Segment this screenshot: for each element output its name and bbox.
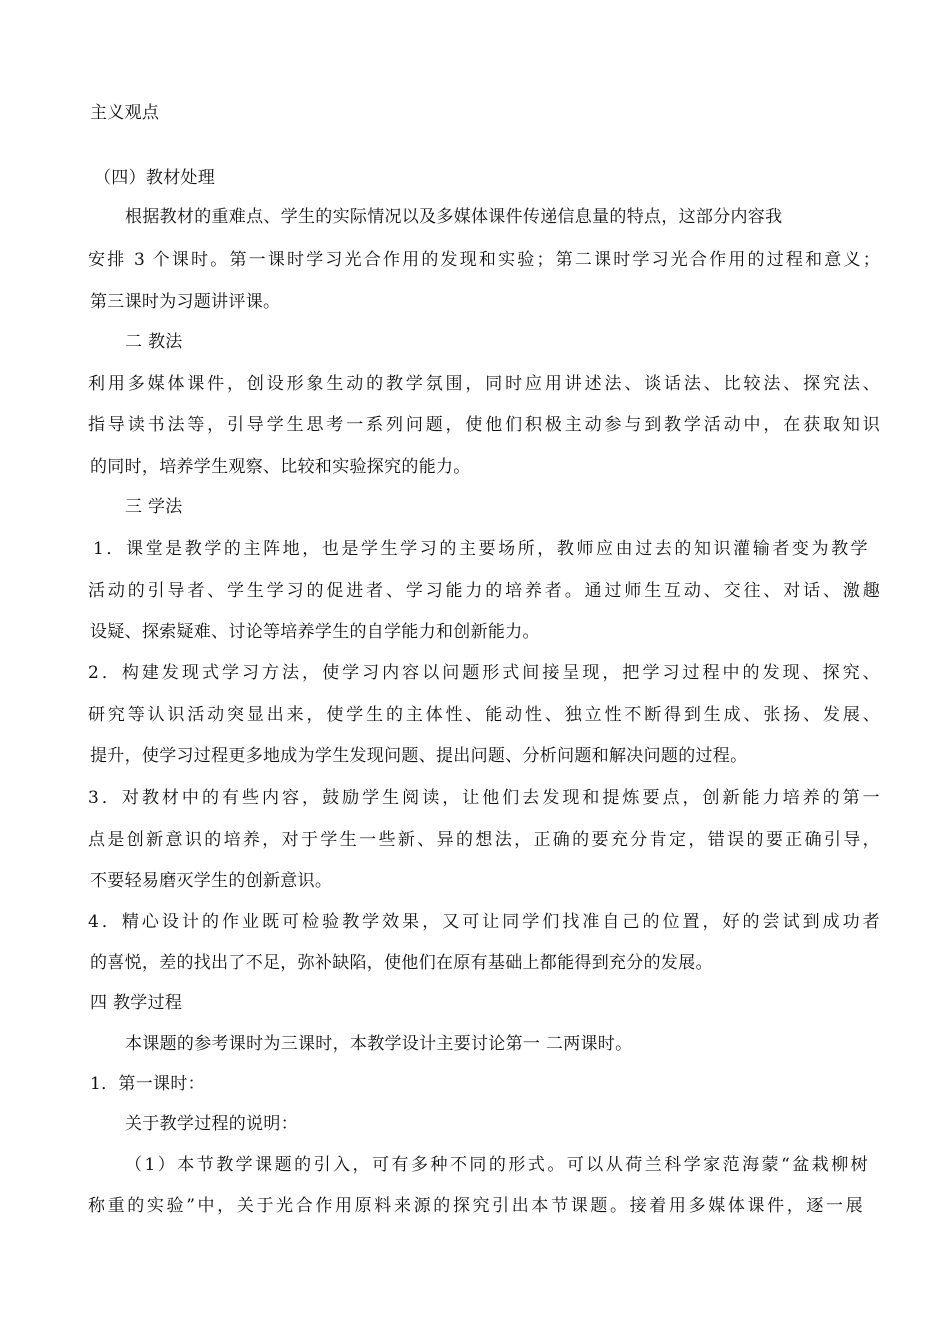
section-heading: 三 学法 [125, 497, 183, 517]
text-line: 称重的实验”中，关于光合作用原料来源的探究引出本节课题。接着用多媒体课件，逐一展 [88, 1196, 863, 1216]
text-line: 1．第一课时： [90, 1074, 205, 1094]
text-line: 1．课堂是教学的主阵地，也是学生学习的主要场所，教师应由过去的知识灌输者变为教学 [93, 539, 868, 559]
text-line: 关于教学过程的说明： [125, 1114, 298, 1134]
text-line: 提升，使学习过程更多地成为学生发现问题、提出问题、分析问题和解决问题的过程。 [90, 746, 748, 766]
text-line: （1）本节教学课题的引入，可有多种不同的形式。可以从荷兰科学家范海蒙“盆栽柳树 [125, 1155, 868, 1175]
text-line: 本课题的参考课时为三课时，本教学设计主要讨论第一 二两课时。 [125, 1034, 633, 1054]
text-line: 第三课时为习题讲评课。 [90, 292, 281, 312]
text-line: 设疑、探索疑难、讨论等培养学生的自学能力和创新能力。 [90, 622, 540, 642]
text-line: 3．对教材中的有些内容，鼓励学生阅读，让他们去发现和提炼要点，创新能力培养的第一 [88, 788, 880, 808]
text-line: 利用多媒体课件，创设形象生动的教学氛围，同时应用讲述法、谈话法、比较法、探究法、 [88, 374, 880, 394]
text-line: 研究等认识活动突显出来，使学生的主体性、能动性、独立性不断得到生成、张扬、发展、 [88, 705, 880, 725]
text-line: 根据教材的重难点、学生的实际情况以及多媒体课件传递信息量的特点，这部分内容我 [125, 207, 783, 227]
text-line: 不要轻易磨灭学生的创新意识。 [90, 871, 333, 891]
section-heading: （四）教材处理 [94, 168, 216, 188]
text-line: 4．精心设计的作业既可检验教学效果，又可让同学们找准自己的位置，好的尝试到成功者 [88, 912, 880, 932]
section-heading: 四 教学过程 [90, 993, 183, 1013]
text-line: 点是创新意识的培养，对于学生一些新、异的想法，正确的要充分肯定，错误的要正确引导， [88, 830, 880, 850]
text-line: 2．构建发现式学习方法，使学习内容以问题形式间接呈现，把学习过程中的发现、探究、 [88, 663, 880, 683]
section-heading: 二 教法 [125, 332, 183, 352]
text-line: 的喜悦，差的找出了不足，弥补缺陷，使他们在原有基础上都能得到充分的发展。 [90, 953, 713, 973]
text-line: 主义观点 [90, 103, 160, 123]
text-line: 指导读书法等，引导学生思考一系列问题，使他们积极主动参与到教学活动中，在获取知识 [88, 415, 880, 435]
text-line: 的同时，培养学生观察、比较和实验探究的能力。 [90, 457, 471, 477]
text-line: 活动的引导者、学生学习的促进者、学习能力的培养者。通过师生互动、交往、对话、激趣 [88, 581, 880, 601]
text-line: 安排 3 个课时。第一课时学习光合作用的发现和实验；第二课时学习光合作用的过程和意义； [88, 250, 880, 270]
